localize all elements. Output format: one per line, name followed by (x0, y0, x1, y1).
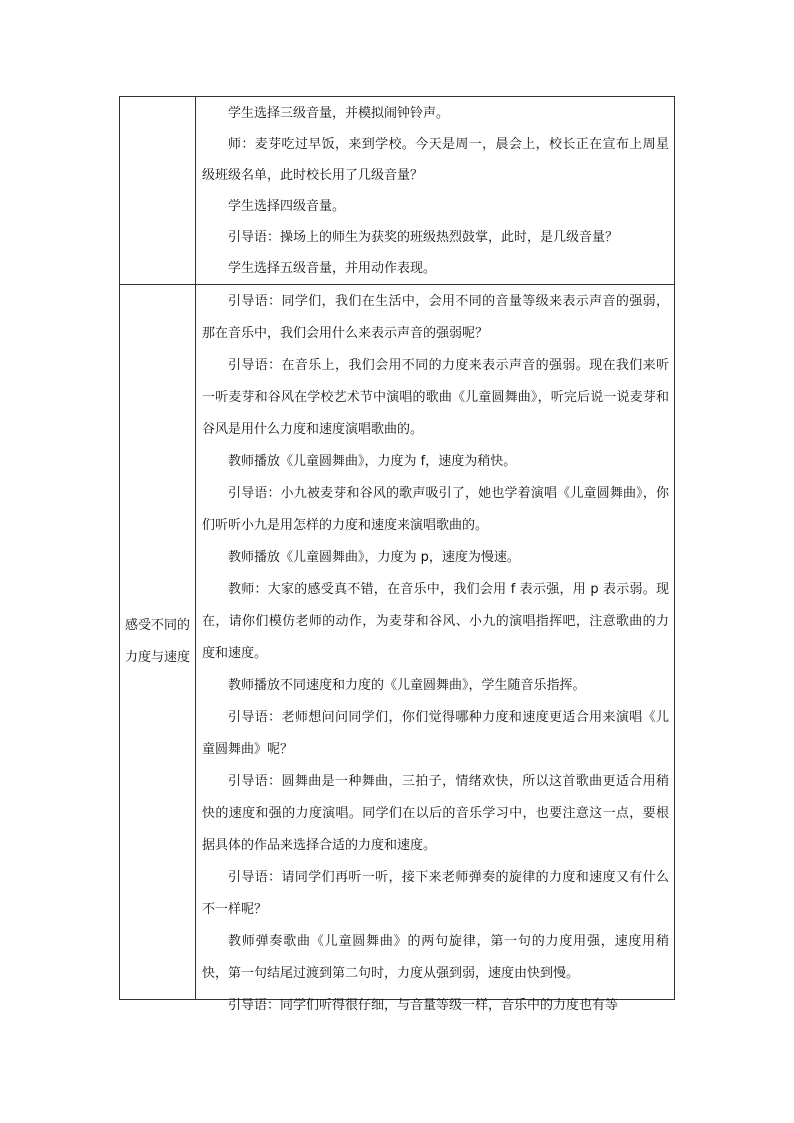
row-label: 感受不同的力度与速度 (124, 618, 190, 665)
paragraph: 学生选择三级音量，并模拟闹钟铃声。 (228, 106, 450, 121)
row-content-cell (196, 97, 675, 285)
paragraph: 引导语：老师想问问同学们，你们觉得哪种力度和速度更适合用来演唱《儿童圆舞曲》呢？ (202, 710, 669, 757)
paragraph: 引导语：同学们，我们在生活中，会用不同的音量等级来表示声音的强弱，那在音乐中，我们会用什么来表示声音的强弱呢？ (202, 294, 669, 341)
lesson-plan-table (119, 96, 675, 1013)
paragraph: 引导语：请同学们再听一听，接下来老师弹奏的旋律的力度和速度又有什么不一样呢？ (202, 870, 669, 917)
paragraph: 引导语：在音乐上，我们会用不同的力度来表示声音的强弱。现在我们来听一听麦芽和谷风在学校艺术节中演唱的歌曲《儿童圆舞曲》，听完后说一说麦芽和谷风是用什么力度和速度演唱歌曲的。 (202, 358, 669, 437)
paragraph: 教师播放《儿童圆舞曲》，力度为 p，速度为慢速。 (228, 550, 520, 565)
row-label-cell (120, 97, 196, 285)
row-label-cell (120, 285, 196, 1000)
paragraph: 引导语：圆舞曲是一种舞曲，三拍子，情绪欢快，所以这首歌曲更适合用稍快的速度和强的力度演唱。同学们在以后的音乐学习中，也要注意这一点，要根据具体的作品来选择合适的力度和速度。 (202, 774, 669, 853)
table-row (120, 97, 675, 285)
paragraph: 师：麦芽吃过早饭，来到学校。今天是周一，晨会上，校长正在宣布上周星级班级名单，此时校长用了几级音量？ (202, 137, 669, 183)
table-row (120, 285, 675, 1000)
paragraph: 教师弹奏歌曲《儿童圆舞曲》的两句旋律，第一句的力度用强，速度用稍快，第一句结尾过渡到第二句时，力度从强到弱，速度由快到慢。 (202, 934, 669, 981)
row-content-cell (196, 285, 675, 1013)
paragraph: 学生选择四级音量。 (228, 199, 346, 214)
paragraph: 引导语：同学们听得很仔细，与音量等级一样，音乐中的力度也有等 (228, 998, 619, 1013)
paragraph: 引导语：操场上的师生为获奖的班级热烈鼓掌，此时，是几级音量？ (228, 230, 619, 245)
paragraph: 教师播放《儿童圆舞曲》，力度为 f，速度为稍快。 (228, 454, 517, 469)
paragraph: 教师：大家的感受真不错，在音乐中，我们会用 f 表示强，用 p 表示弱。现在，请你们模仿老师的动作，为麦芽和谷风、小九的演唱指挥吧，注意歌曲的力度和速度。 (202, 582, 669, 661)
paragraph: 教师播放不同速度和力度的《儿童圆舞曲》，学生随音乐指挥。 (228, 678, 586, 693)
paragraph: 引导语：小九被麦芽和谷风的歌声吸引了，她也学着演唱《儿童圆舞曲》，你们听听小九是用怎样的力度和速度来演唱歌曲的。 (202, 486, 669, 533)
paragraph: 学生选择五级音量，并用动作表现。 (228, 261, 437, 276)
